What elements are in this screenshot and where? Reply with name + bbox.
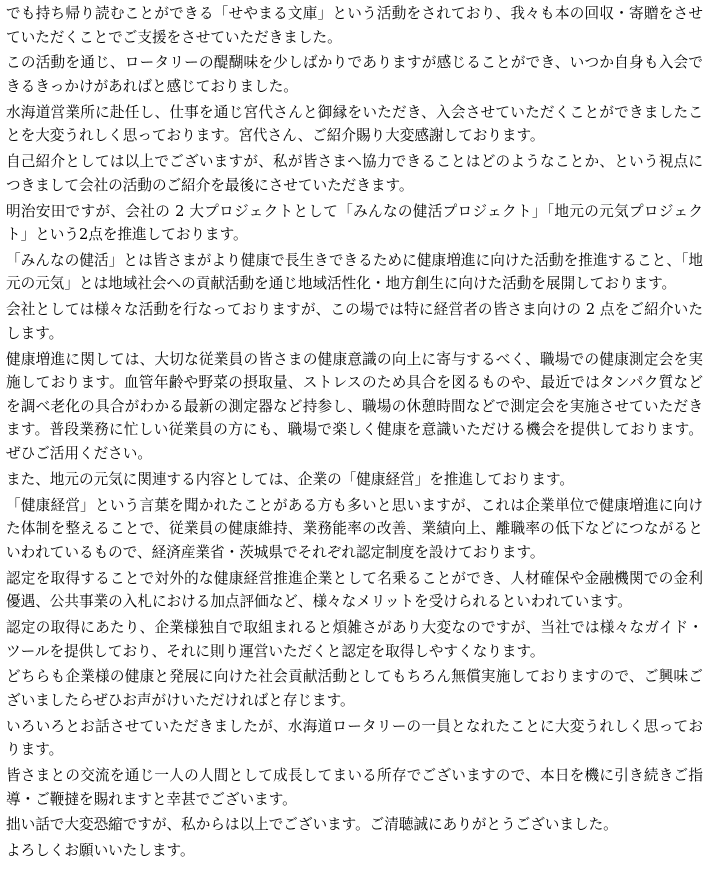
paragraph: どちらも企業様の健康と発展に向けた社会貢献活動としてもちろん無償実施しておりますので、ご興味ございましたらぜひお声がけいただければと存じます。 <box>6 668 703 709</box>
paragraph: 皆さまとの交流を通じ一人の人間として成長してまいる所存でございますので、本日を機に引き続きご指導・ご鞭撻を賜れますと幸甚でございます。 <box>6 767 703 808</box>
paragraph: 「健康経営」という言葉を聞かれたことがある方も多いと思いますが、これは企業単位で健康増進に向けた体制を整えることで、従業員の健康維持、業務能率の改善、業績向上、離職率の低下などにつながるといわれているもので、経済産業省・茨城県でそれぞれ認定制度を設けております。 <box>6 496 703 561</box>
paragraph: 会社としては様々な活動を行なっておりますが、この場では特に経営者の皆さま向けの 2 点をご紹介いたします。 <box>6 301 703 342</box>
paragraph: 拙い話で大変恐縮ですが、私からは以上でございます。ご清聴誠にありがとうございました。 <box>6 816 618 834</box>
paragraph: この活動を通じ、ロータリーの醍醐味を少しばかりでありますが感じることができ、いつか自身も入会できるきっかけがあればと感じておりました。 <box>6 54 703 95</box>
paragraph: 水海道営業所に赴任し、仕事を通じ宮代さんと御縁をいただき、入会させていただくことができましたことを大変うれしく思っております。宮代さん、ご紹介賜り大変感謝しております。 <box>6 103 703 145</box>
paragraph: また、地元の元気に関連する内容としては、企業の「健康経営」を推進しております。 <box>6 470 574 488</box>
paragraph: 明治安田ですが、会社の 2 大プロジェクトとして「みんなの健活プロジェクト」「地元の元気プロジェクト」という2点を推進しております。 <box>6 202 703 244</box>
paragraph: 自己紹介としては以上でございますが、私が皆さまへ協力できることはどのようなことか、という視点につきまして会社の活動のご紹介を最後にさせていただきます。 <box>6 153 703 194</box>
paragraph: でも持ち帰り読むことができる「せやまる文庫」という活動をされており、我々も本の回収・寄贈をさせていただくことでご支援をさせていただきました。 <box>6 5 703 46</box>
paragraph: よろしくお願いいたします。 <box>6 842 195 860</box>
paragraph: いろいろとお話させていただきましたが、水海道ロータリーの一員となれたことに大変うれしく思っております。 <box>6 717 703 759</box>
paragraph: 「みんなの健活」とは皆さまがより健康で長生きできるために健康増進に向けた活動を推進すること、「地元の元気」とは地域社会への貢献活動を通じ地域活性化・地方創生に向けた活動を展開しております。 <box>6 251 703 293</box>
paragraph: 健康増進に関しては、大切な従業員の皆さまの健康意識の向上に寄与するべく、職場での健康測定会を実施しております。血管年齢や野菜の摂取量、ストレスのため具合を図るものや、最近ではタンパク質などを調べ老化の具合がわかる最新の測定器など持参し、職場の休憩時間などで測定会を実施させていただきます。普段業務に忙しい従業員の方にも、職場で楽しく健康を意識いただける機会を提供しております。ぜひご活用ください。 <box>6 350 703 462</box>
paragraph: 認定の取得にあたり、企業様独自で取組まれると煩雑さがあり大変なのですが、当社では様々なガイド・ツールを提供しており、それに則り運営いただくと認定を取得しやすくなります。 <box>6 618 703 660</box>
paragraph: 認定を取得することで対外的な健康経営推進企業として名乗ることができ、人材確保や金融機関での金利優遇、公共事業の入札における加点評価など、様々なメリットを受けられるといわれています。 <box>6 569 703 611</box>
